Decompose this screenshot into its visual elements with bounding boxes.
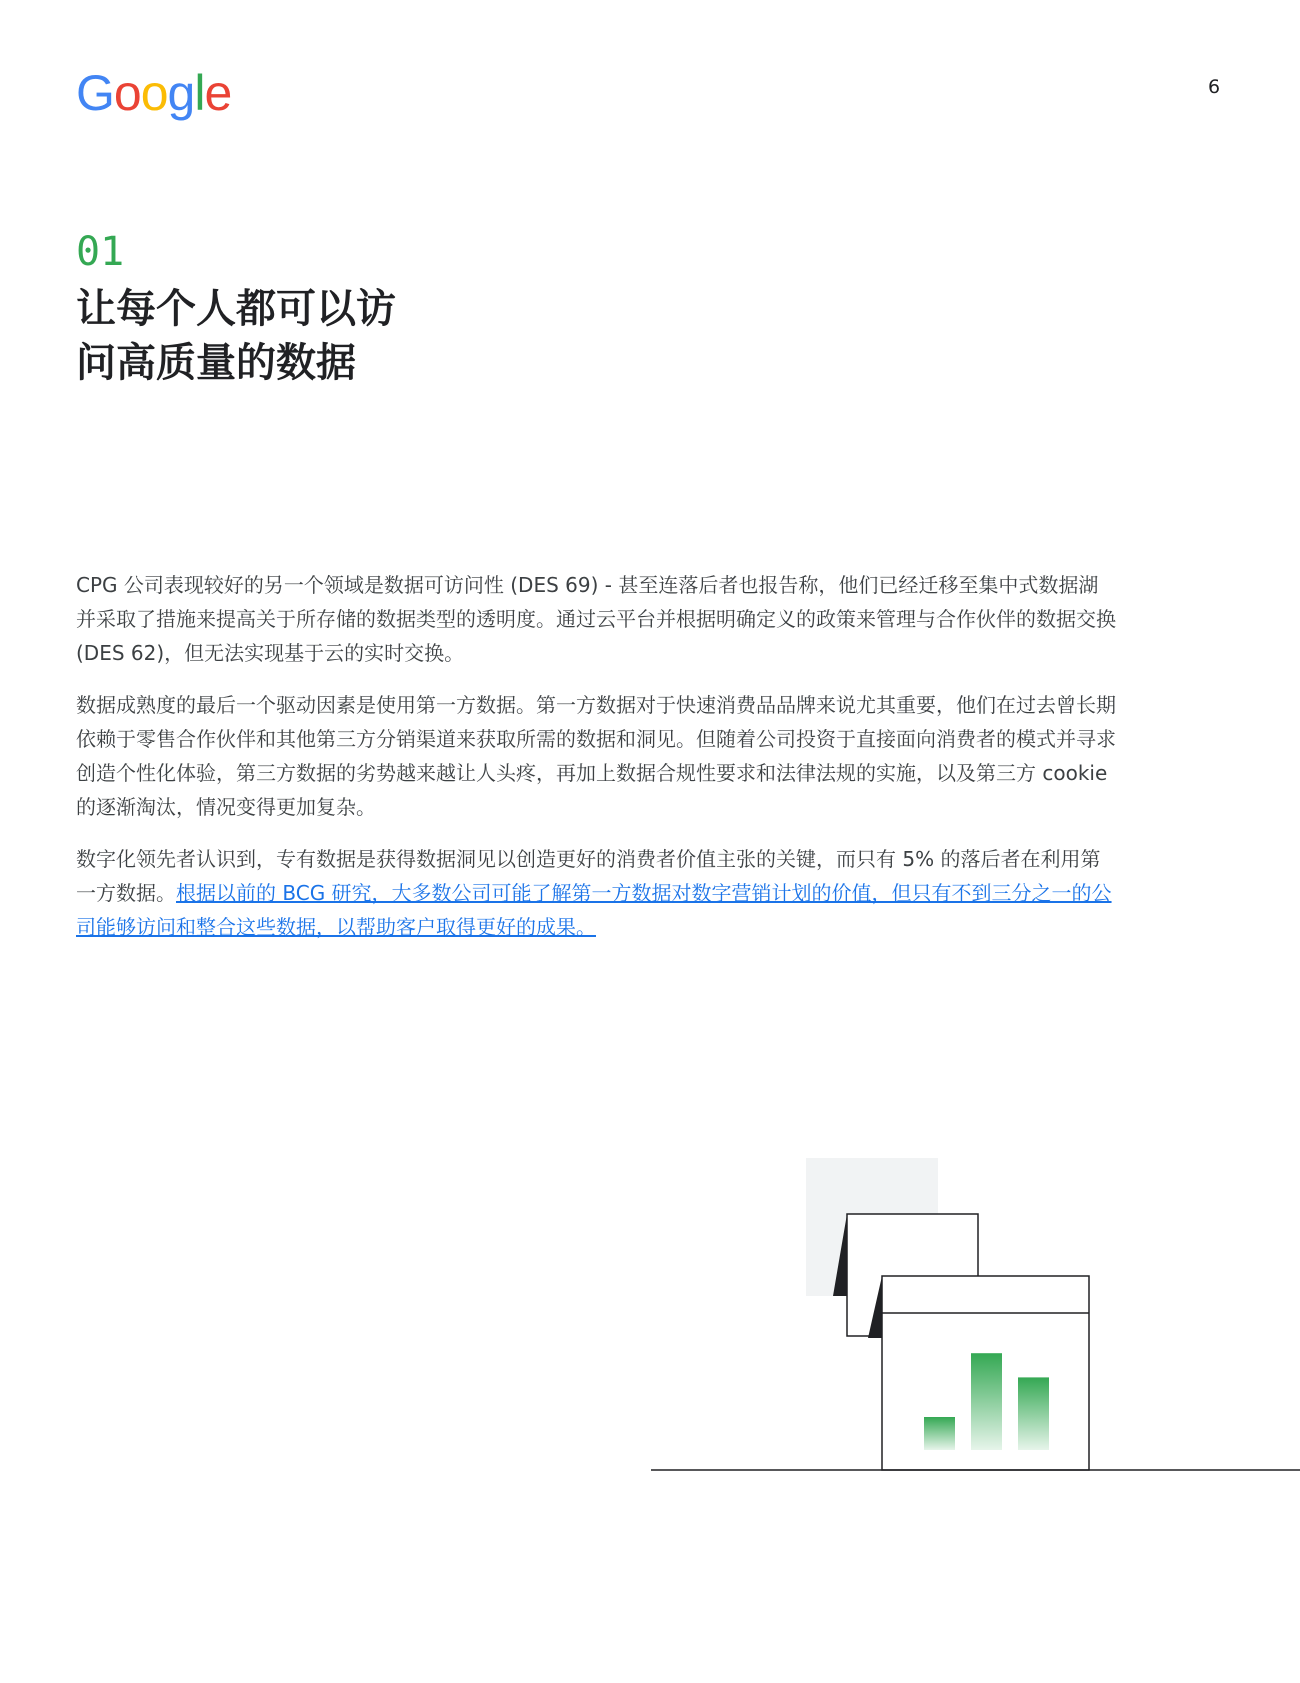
logo-letter: G bbox=[76, 65, 114, 121]
paragraph: 数据成熟度的最后一个驱动因素是使用第一方数据。第一方数据对于快速消费品品牌来说尤其重要，他们在过去曾长期依赖于零售合作伙伴和其他第三方分销渠道来获取所需的数据和洞见。但随着公司投资于直接面向消费者的模式并寻求创造个性化体验，第三方数据的劣势越来越让人头疼，再加上数据合规性要求和法律法规的实施，以及第三方 cookie 的逐渐淘汰，情况变得更加复杂。 bbox=[76, 693, 1116, 819]
illustration-bar bbox=[924, 1417, 955, 1450]
section-title-line: 让每个人都可以访 bbox=[76, 286, 396, 332]
illustration-bar bbox=[1018, 1377, 1049, 1450]
bcg-research-link[interactable]: 根据以前的 BCG 研究，大多数公司可能了解第一方数据对数字营销计划的价值，但只有不到三分之一的公司能够访问和整合这些数据，以帮助客户取得更好的成果。 bbox=[76, 881, 1112, 939]
illustration-bar bbox=[971, 1353, 1002, 1450]
section-title-line: 问高质量的数据 bbox=[76, 340, 356, 386]
page-number: 6 bbox=[1208, 76, 1221, 98]
paragraph: CPG 公司表现较好的另一个领域是数据可访问性 (DES 69) - 甚至连落后者也报告称，他们已经迁移至集中式数据湖并采取了措施来提高关于所存储的数据类型的透明度。通过云平台并根据明确定义的政策来管理与合作伙伴的数据交换 (DES 62)，但无法实现基于云的实时交换。 bbox=[76, 573, 1116, 665]
section-number: 01 bbox=[76, 229, 125, 275]
logo-letter: l bbox=[194, 65, 205, 121]
logo-letter: e bbox=[204, 65, 232, 121]
logo-letter: o bbox=[113, 65, 141, 121]
logo-letter: g bbox=[167, 65, 195, 121]
logo-letter: o bbox=[140, 65, 168, 121]
paragraph-text: 数字化领先者认识到，专有数据是获得数据洞见以创造更好的消费者价值主张的关键，而只有 5% 的落后者在利用第一方数据。 bbox=[76, 847, 1101, 905]
